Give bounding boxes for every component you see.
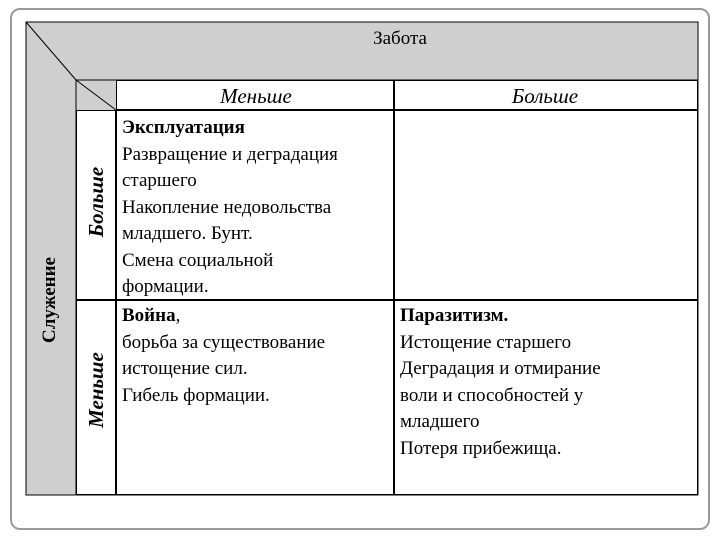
- cell-exploitation-title: Эксплуатация: [122, 117, 245, 138]
- column-label-more: Больше: [511, 84, 579, 108]
- cell-parasitism-line: Потеря прибежища.: [400, 437, 562, 459]
- cell-exploitation-line: старшего: [122, 170, 197, 191]
- cell-war-title: Война: [122, 305, 176, 326]
- row-label-more: Больше: [84, 166, 108, 238]
- cell-parasitism-title: Паразитизм.: [400, 305, 509, 326]
- cell-parasitism-line: Деградация и отмирание: [400, 358, 601, 379]
- cell-parasitism-line: воли и способностей у: [400, 384, 584, 406]
- cell-exploitation-line: формации.: [122, 276, 209, 297]
- care-title: Забота: [373, 28, 427, 49]
- cell-parasitism-line: Истощение старшего: [400, 331, 572, 353]
- column-label-less: Меньше: [220, 84, 292, 108]
- cell-parasitism: [394, 300, 698, 495]
- cell-exploitation-line: младшего. Бунт.: [122, 223, 253, 244]
- row-label-less: Меньше: [84, 352, 108, 428]
- cell-war-line: истощение сил.: [122, 358, 248, 379]
- cell-exploitation-line: Развращение и деградация: [122, 143, 338, 165]
- cell-exploitation: [116, 110, 394, 300]
- cell-parasitism-line: младшего: [400, 411, 480, 432]
- cell-war: [116, 300, 394, 495]
- cell-exploitation-line: Накопление недовольства: [122, 196, 332, 218]
- service-label: Служение: [39, 257, 60, 343]
- cell-war-line: Гибель формации.: [122, 384, 270, 406]
- cell-empty: [394, 110, 698, 300]
- cell-war-line: борьба за существование: [122, 331, 326, 353]
- cell-war-title-suffix: ,: [175, 305, 181, 326]
- cell-exploitation-line: Смена социальной: [122, 249, 274, 271]
